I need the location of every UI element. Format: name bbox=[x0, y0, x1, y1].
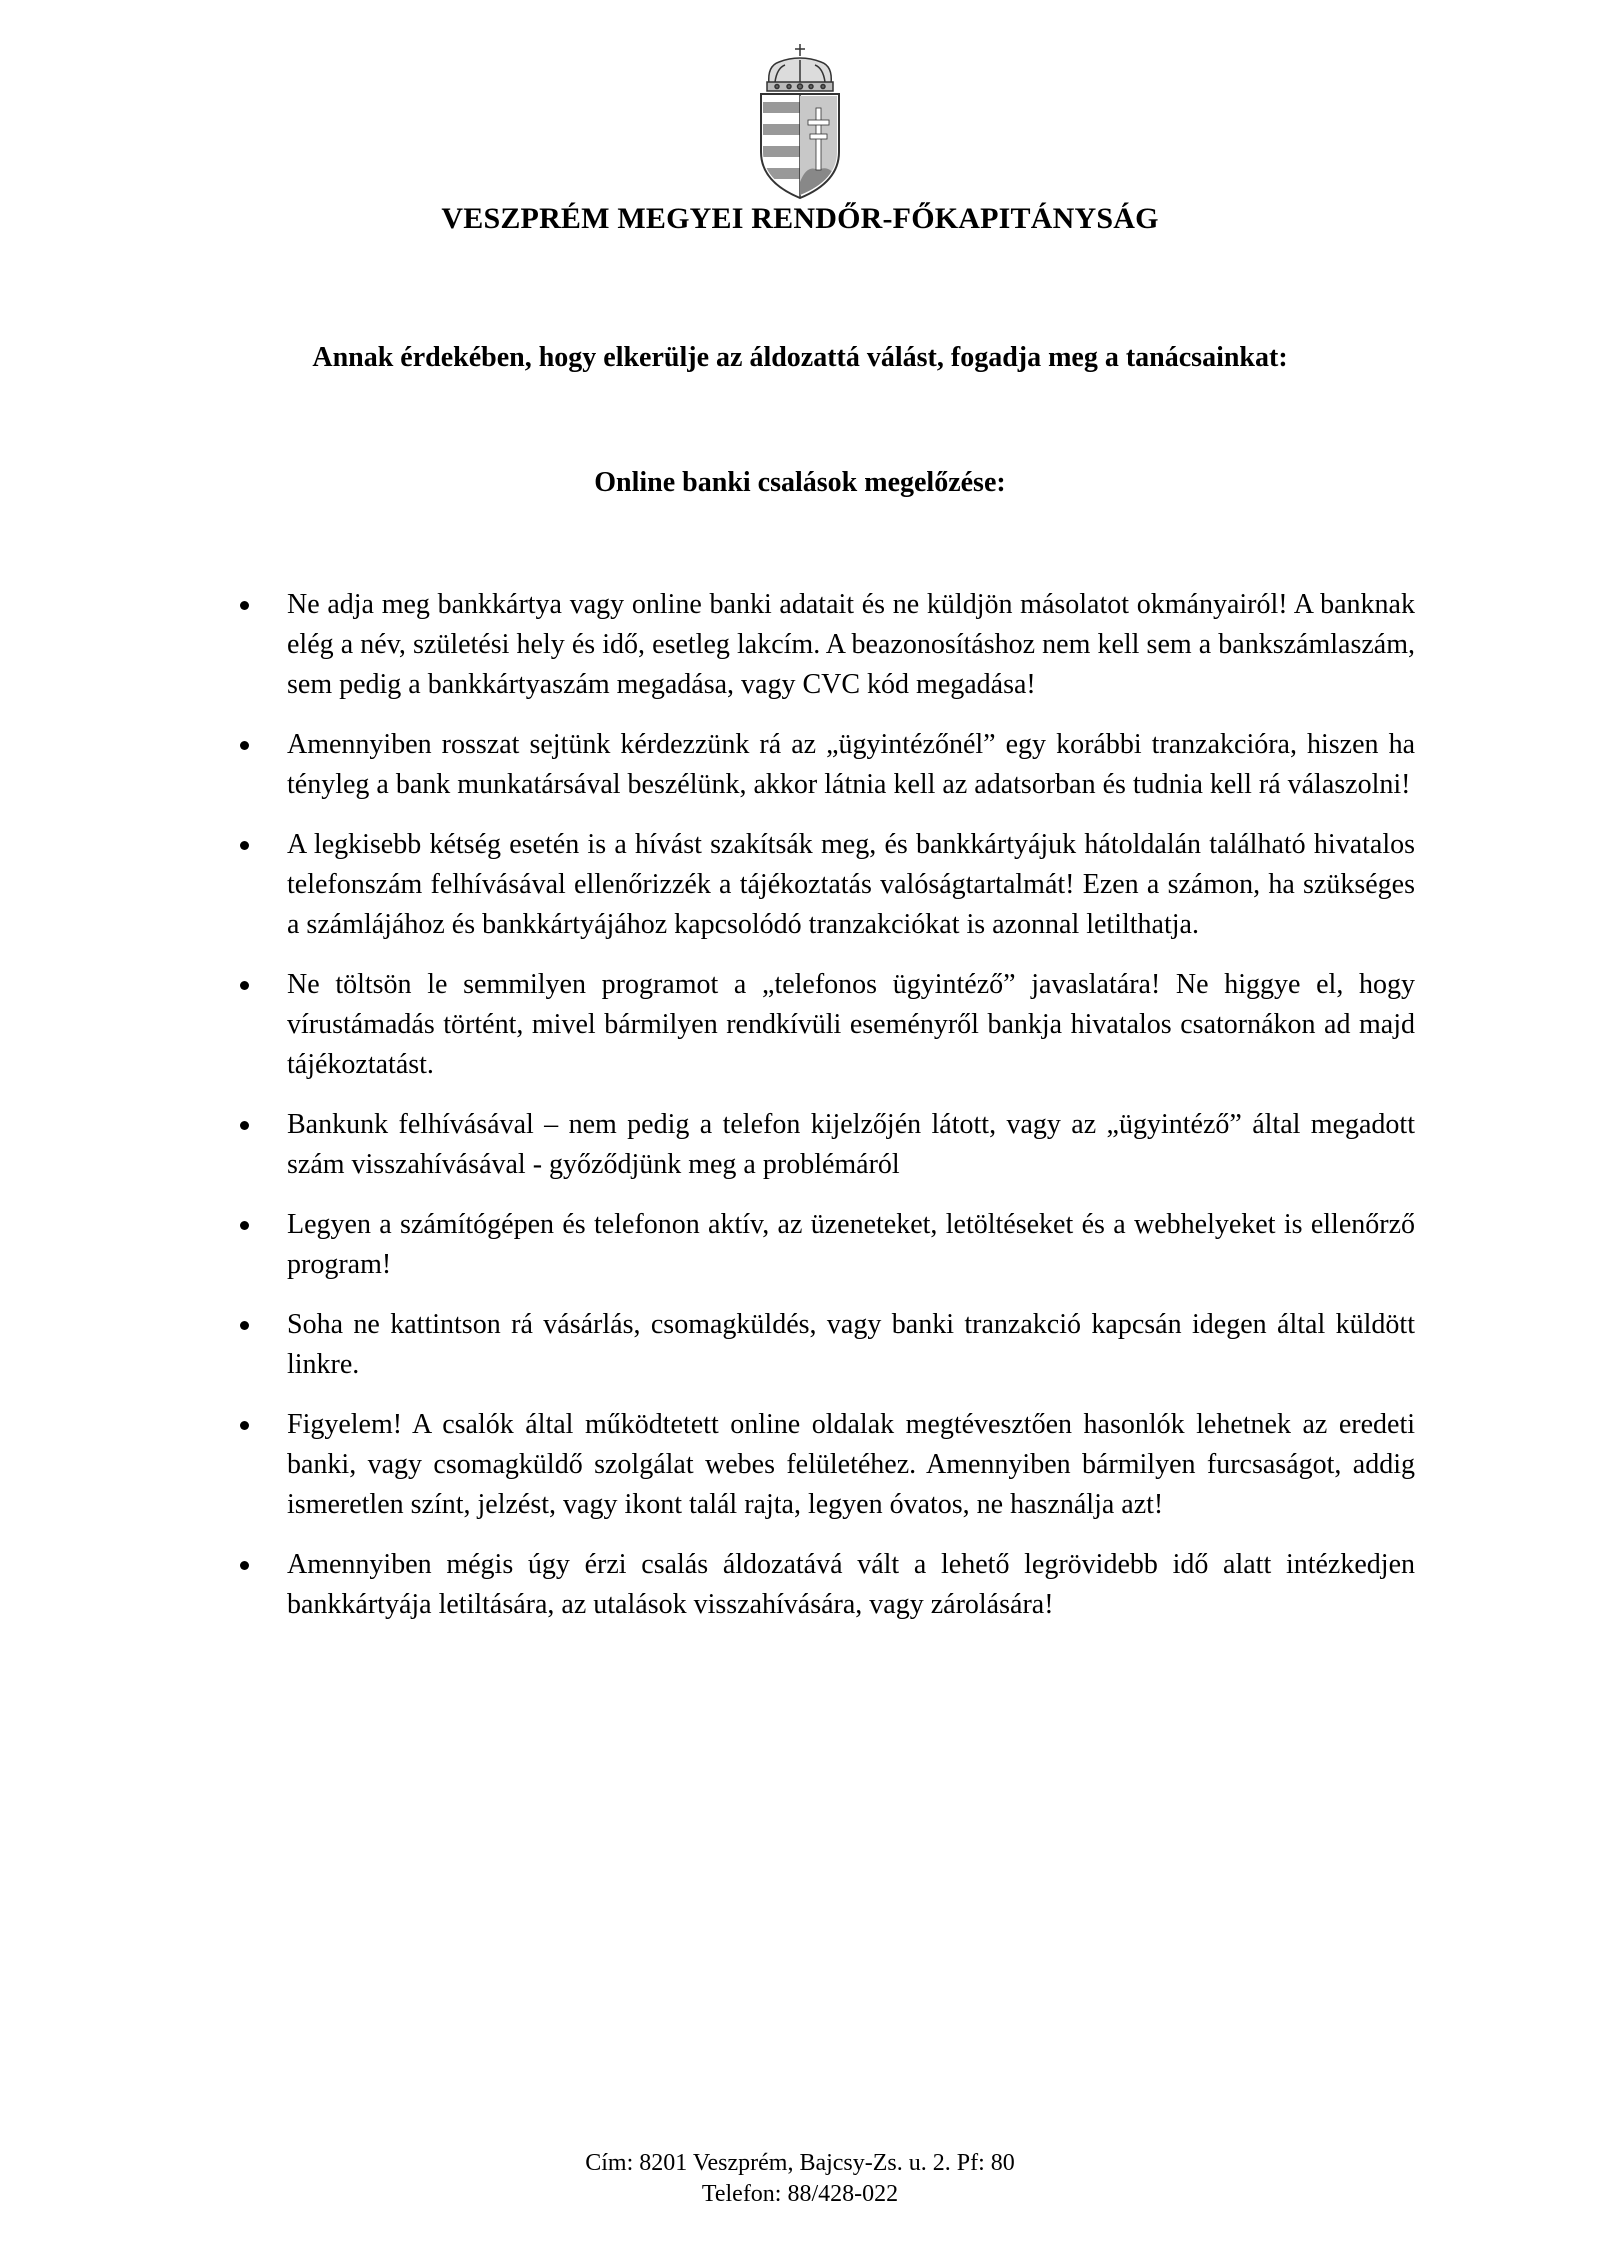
tip-text: Amennyiben mégis úgy érzi csalás áldozatává vált a lehető legrövidebb idő alatt intézkedjen bankkártyája letiltására, az utalások visszahívására, vagy zárolására! bbox=[287, 1549, 1415, 1620]
list-item bbox=[237, 1545, 1415, 1625]
tip-text: Ne töltsön le semmilyen programot a „telefonos ügyintéző” javaslatára! Ne higgye el, hogy vírustámadás történt, mivel bármilyen rendkívüli eseményről bankja hivatalos csatornákon ad majd tájékoztatást. bbox=[287, 969, 1415, 1080]
bullet-icon bbox=[240, 601, 249, 610]
tip-text: Amennyiben rosszat sejtünk kérdezzünk rá az „ügyintézőnél” egy korábbi tranzakcióra, hiszen ha tényleg a bank munkatársával beszélünk, akkor látnia kell az adatsorban és tudnia kell rá válaszolni! bbox=[287, 729, 1415, 800]
tip-text: Soha ne kattintson rá vásárlás, csomagküldés, vagy banki tranzakció kapcsán idegen által küldött linkre. bbox=[287, 1309, 1415, 1380]
footer-phone: Telefon: 88/428-022 bbox=[701, 2181, 899, 2207]
tip-text: A legkisebb kétség esetén is a hívást szakítsák meg, és bankkártyájuk hátoldalán található hivatalos telefonszám felhívásával ellenőrizzék a tájékoztatás valóságtartalmát! Ezen a számon, ha szükséges a számlájához és bankkártyájához kapcsolódó tranzakciókat is azonnal letilthatja. bbox=[287, 829, 1415, 940]
bullet-icon bbox=[240, 1121, 249, 1130]
bullet-icon bbox=[240, 841, 249, 850]
footer-address: Cím: 8201 Veszprém, Bajcsy-Zs. u. 2. Pf: 80 bbox=[585, 2150, 1015, 2176]
tip-text: Ne adja meg bankkártya vagy online banki adatait és ne küldjön másolatot okmányairól! A banknak elég a név, születési hely és idő, esetleg lakcím. A beazonosításhoz nem kell sem a bankszámlaszám, sem pedig a bankkártyaszám megadása, vagy CVC kód megadása! bbox=[287, 589, 1415, 700]
footer bbox=[0, 2148, 1600, 2210]
tip-text: Bankunk felhívásával – nem pedig a telefon kijelzőjén látott, vagy az „ügyintéző” által megadott szám visszahívásával - győződjünk meg a problémáról bbox=[287, 1109, 1415, 1180]
organization-title: VESZPRÉM MEGYEI RENDŐR-FŐKAPITÁNYSÁG bbox=[441, 202, 1159, 235]
list-item bbox=[237, 725, 1415, 805]
list-item bbox=[237, 1405, 1415, 1525]
list-item bbox=[237, 1205, 1415, 1285]
tip-text: Legyen a számítógépen és telefonon aktív, az üzeneteket, letöltéseket és a webhelyeket is ellenőrző program! bbox=[287, 1209, 1415, 1280]
list-item bbox=[237, 965, 1415, 1085]
bullet-icon bbox=[240, 1321, 249, 1330]
bullet-icon bbox=[240, 981, 249, 990]
tip-text: Figyelem! A csalók által működtetett online oldalak megtévesztően hasonlók lehetnek az eredeti banki, vagy csomagküldő szolgálat webes felületéhez. Amennyiben bármilyen furcsaságot, addig ismeretlen színt, jelzést, vagy ikont talál rajta, legyen óvatos, ne használja azt! bbox=[287, 1409, 1415, 1520]
list-item bbox=[237, 825, 1415, 945]
coat-of-arms-icon bbox=[755, 42, 845, 202]
section-title: Online banki csalások megelőzése: bbox=[594, 467, 1006, 498]
bullet-icon bbox=[240, 1561, 249, 1570]
bullet-icon bbox=[240, 1421, 249, 1430]
list-item bbox=[237, 1105, 1415, 1185]
bullet-icon bbox=[240, 1221, 249, 1230]
list-item bbox=[237, 1305, 1415, 1385]
bullet-icon bbox=[240, 741, 249, 750]
tips-list bbox=[237, 585, 1415, 1645]
intro-heading: Annak érdekében, hogy elkerülje az áldozattá válást, fogadja meg a tanácsainkat: bbox=[312, 342, 1288, 373]
list-item bbox=[237, 585, 1415, 705]
